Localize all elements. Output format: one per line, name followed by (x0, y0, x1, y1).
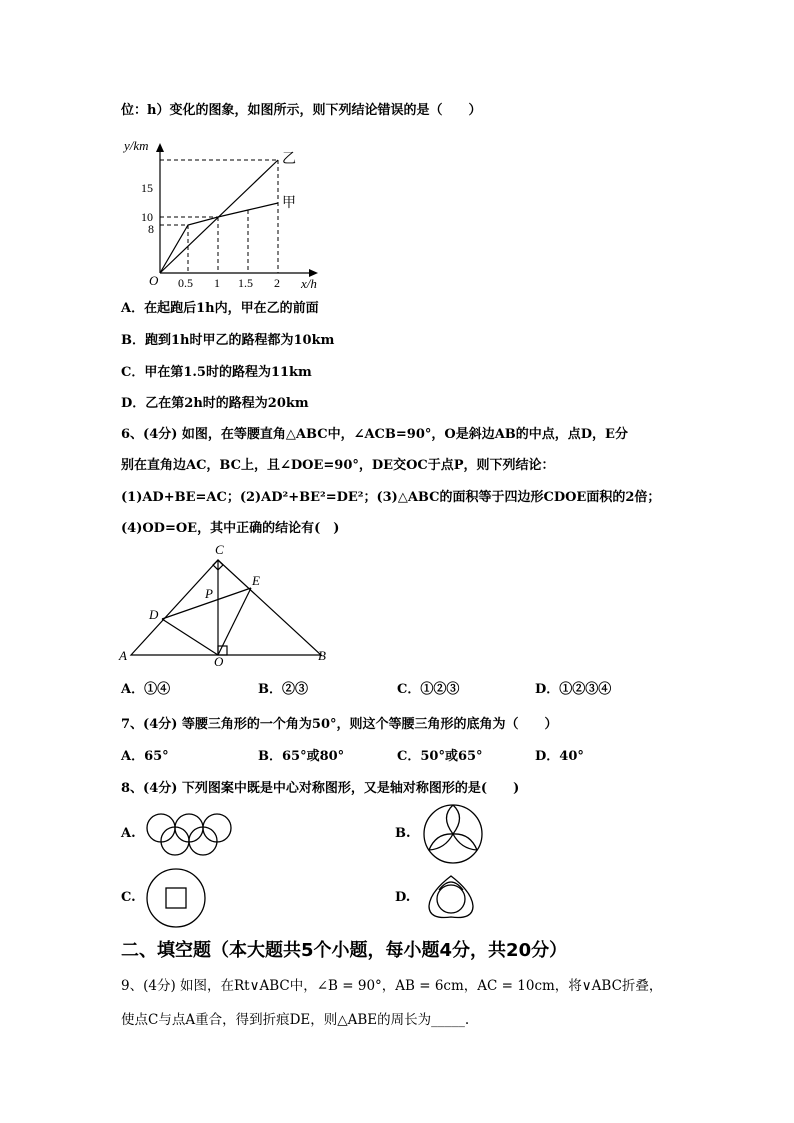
q5-option-a: A．在起跑后1h内，甲在乙的前面 (121, 301, 319, 316)
label-b: B (318, 648, 326, 663)
q6-triangle-figure (115, 542, 335, 672)
y-axis-label: y/km (124, 138, 149, 153)
label-p: P (205, 586, 213, 601)
q6-line3: (1)AD+BE=AC；(2)AD²+BE²=DE²；(3)△ABC的面积等于四边形CDOE面积的2倍； (121, 490, 661, 505)
x-axis-label: x/h (301, 276, 317, 291)
x-tick-2: 2 (274, 276, 280, 290)
q7-option-c: C．50°或65° (397, 749, 483, 764)
q6-line4: (4)OD=OE，其中正确的结论有( ) (121, 521, 340, 536)
section-2-title: 二、填空题（本大题共5个小题，每小题4分，共20分） (121, 940, 568, 961)
y-tick-10: 10 (141, 210, 153, 224)
q6-option-d: D．①②③④ (535, 682, 612, 697)
q5-distance-time-graph (118, 132, 328, 292)
q8-label-b: B. (395, 826, 411, 841)
three-petal-circle-icon (420, 803, 486, 865)
label-a: A (119, 648, 127, 663)
q5-stem: 位：h）变化的图象，如图所示，则下列结论错误的是（ ） (121, 103, 482, 118)
label-e: E (252, 573, 260, 588)
coin-with-square-icon (143, 867, 209, 929)
label-d: D (149, 607, 159, 622)
q7-option-d: D．40° (535, 749, 584, 764)
label-jia: 甲 (282, 196, 296, 211)
q9-line2: 使点C与点A重合，得到折痕DE，则△ABE的周长为_____. (121, 1012, 470, 1028)
line-jia (160, 203, 278, 273)
q8-label-d: D. (395, 890, 411, 905)
q6-option-c: C．①②③ (397, 682, 460, 697)
y-tick-8: 8 (148, 222, 154, 236)
olympic-rings-icon (143, 812, 243, 858)
q7-stem: 7、(4分) 等腰三角形的一个角为50°，则这个等腰三角形的底角为（ ） (121, 717, 558, 732)
q6-option-a: A．①④ (121, 682, 171, 697)
q9-line1: 9、(4分) 如图，在Rt∨ABC中，∠B = 90°，AB = 6cm，AC = 10cm，将∨ABC折叠， (121, 978, 663, 994)
q6-option-b: B．②③ (258, 682, 308, 697)
q8-label-c: C. (121, 890, 136, 905)
q7-option-b: B．65°或80° (258, 749, 345, 764)
q8-stem: 8、(4分) 下列图案中既是中心对称图形，又是轴对称图形的是( ) (121, 781, 520, 796)
x-tick-1.5: 1.5 (238, 276, 253, 290)
x-tick-0.5: 0.5 (178, 276, 193, 290)
label-yi: 乙 (282, 152, 296, 167)
origin-label: O (149, 273, 159, 288)
q6-line2: 别在直角边AC，BC上，且∠DOE=90°，DE交OC于点P，则下列结论： (121, 458, 555, 473)
label-c: C (215, 542, 224, 557)
label-o: O (214, 654, 224, 669)
q6-line1: 6、(4分) 如图，在等腰直角△ABC中，∠ACB=90°，O是斜边AB的中点，点D，E分 (121, 427, 628, 442)
y-tick-15: 15 (141, 181, 153, 195)
q5-option-b: B．跑到1h时甲乙的路程都为10km (121, 333, 335, 348)
q5-option-c: C．甲在第1.5时的路程为11km (121, 365, 312, 380)
trefoil-knot-icon (420, 872, 482, 924)
q5-option-d: D．乙在第2h时的路程为20km (121, 396, 309, 411)
x-tick-1: 1 (214, 276, 220, 290)
q7-option-a: A．65° (121, 749, 169, 764)
q8-label-a: A. (121, 826, 136, 841)
